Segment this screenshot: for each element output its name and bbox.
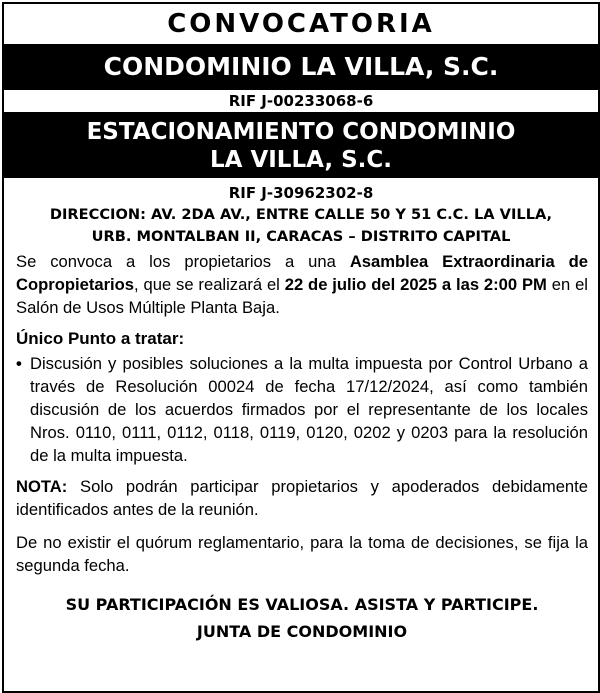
- notice-title: CONVOCATORIA: [167, 9, 435, 39]
- address-line1: DIRECCION: AV. 2DA AV., ENTRE CALLE 50 Y 51 C.C. LA VILLA,: [49, 206, 553, 223]
- slogan: SU PARTICIPACIÓN ES VALIOSA. ASISTA Y PARTICIPE.: [65, 595, 539, 614]
- closing-block: [16, 591, 588, 645]
- notice-body: [4, 250, 598, 645]
- agenda-item-text: Discusión y posibles soluciones a la multa impuesta por Control Urbano a través de Resolución 00024 de fecha 17/12/2024, así como también discusión de los acuerdos firmados por el representante de los locales Nros. 0110, 0111, 0112, 0118, 0119, 0120, 0202 y 0203 para la resolución de la multa impuesta.: [30, 354, 588, 465]
- condo-rif: RIF J-00233068-6: [228, 92, 374, 110]
- intro-paragraph: [16, 250, 588, 319]
- note-label: NOTA:: [16, 477, 68, 496]
- assembly-date-time: 22 de julio del 2025 a las 2:00 PM: [284, 275, 547, 294]
- quorum-paragraph: De no existir el quórum reglamentario, para la toma de decisiones, se fija la segunda fecha.: [16, 533, 588, 575]
- parking-rif: RIF J-30962302-8: [228, 184, 374, 202]
- note-paragraph: [16, 475, 588, 521]
- intro-text-1: Se convoca a los propietarios a una: [16, 252, 350, 271]
- parking-name-line2: LA VILLA, S.C.: [209, 147, 393, 173]
- parking-name-banner: [4, 112, 598, 178]
- intro-text-3: en el Salón de Usos Múltiple Planta Baja.: [16, 275, 588, 317]
- address-block: [4, 204, 598, 248]
- assembly-type: Asamblea Extraordinaria de Copropietarios: [16, 252, 589, 294]
- agenda-heading: Único Punto a tratar:: [16, 329, 185, 348]
- parking-name-line1: ESTACIONAMIENTO CONDOMINIO: [86, 119, 516, 145]
- convocatoria-notice: [2, 2, 600, 693]
- bullet-icon: •: [16, 354, 22, 373]
- condo-name-banner: CONDOMINIO LA VILLA, S.C.: [4, 44, 598, 90]
- agenda-item: [16, 352, 588, 467]
- address-line2: URB. MONTALBAN II, CARACAS – DISTRITO CAPITAL: [91, 228, 511, 245]
- note-text: Solo podrán participar propietarios y apoderados debidamente identificados antes de la reunión.: [16, 477, 588, 519]
- intro-text-2: , que se realizará el: [134, 275, 285, 294]
- signature: JUNTA DE CONDOMINIO: [196, 622, 408, 641]
